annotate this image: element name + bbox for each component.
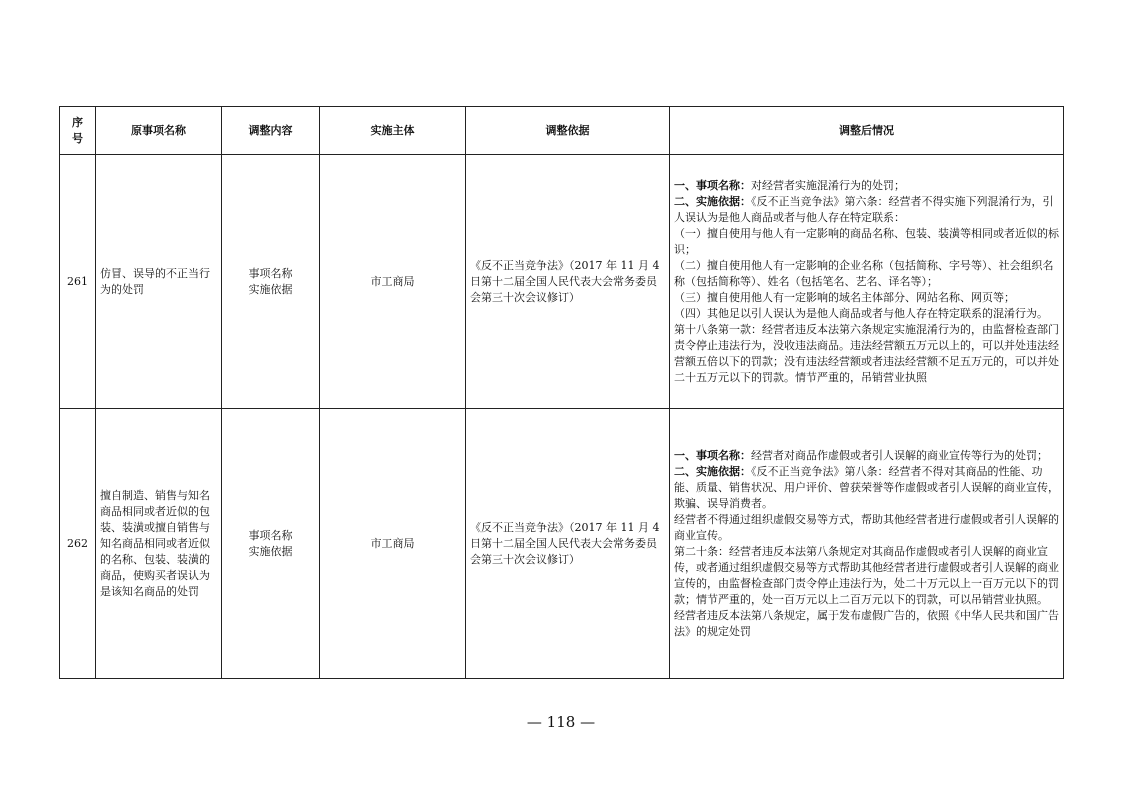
after-paragraph: 经营者不得通过组织虚假交易等方式，帮助其他经营者进行虚假或者引人误解的商业宣传。 — [674, 512, 1059, 542]
header-adjust-content: 调整内容 — [222, 107, 320, 155]
after-label-name: 一、事项名称： — [674, 448, 751, 462]
after-paragraph: （二）擅自使用他人有一定影响的企业名称（包括简称、字号等）、社会组织名称（包括简称等）、姓名（包括笔名、艺名、译名等）； — [674, 258, 1054, 288]
header-basis: 调整依据 — [466, 107, 670, 155]
row-executor: 市工商局 — [320, 155, 466, 409]
row-adjust-content — [222, 155, 320, 409]
after-label-name: 一、事项名称： — [674, 178, 751, 192]
adjust-item-name: 事项名称 — [248, 266, 293, 280]
page-number: — 118 — — [526, 713, 596, 731]
after-item-line — [674, 178, 1059, 194]
table-header-row — [60, 107, 1064, 155]
after-item-line — [674, 448, 1059, 464]
after-paragraph: 第二十条：经营者违反本法第八条规定对其商品作虚假或者引人误解的商业宣传，或者通过组织虚假交易等方式帮助其他经营者进行虚假或者引人误解的商业宣传的，由监督检查部门责令停止违法行为，处二十万元以上一百万元以下的罚款；情节严重的，处一百万元以上二百万元以下的罚款，可以吊销营业执照。 — [674, 544, 1059, 606]
after-paragraph: 第十八条第一款：经营者违反本法第六条规定实施混淆行为的，由监督检查部门责令停止违法行为，没收违法商品。违法经营额五万元以上的，可以并处违法经营额五倍以下的罚款；没有违法经营额或者违法经营额不足五万元的，可以并处二十五万元以下的罚款。情节严重的，吊销营业执照 — [674, 322, 1059, 384]
after-text-name: 经营者对商品作虚假或者引人误解的商业宣传等行为的处罚； — [751, 448, 1048, 462]
row-after — [670, 155, 1064, 409]
header-after: 调整后情况 — [670, 107, 1064, 155]
row-num: 262 — [60, 409, 96, 679]
header-num: 序号 — [60, 107, 96, 155]
row-num: 261 — [60, 155, 96, 409]
after-paragraph: （四）其他足以引人误认为是他人商品或者与他人存在特定联系的混淆行为。 — [674, 306, 1048, 320]
row-basis: 《反不正当竞争法》（2017 年 11 月 4 日第十二届全国人民代表大会常务委员会第三十次会议修订） — [466, 409, 670, 679]
adjust-item-basis: 实施依据 — [248, 544, 293, 558]
after-paragraph: （三）擅自使用他人有一定影响的域名主体部分、网站名称、网页等； — [674, 290, 1015, 304]
row-after — [670, 409, 1064, 679]
header-executor: 实施主体 — [320, 107, 466, 155]
after-label-basis: 二、实施依据： — [674, 464, 751, 478]
row-adjust-content — [222, 409, 320, 679]
header-item-name: 原事项名称 — [96, 107, 222, 155]
after-text-basis: 《反不正当竞争法》第八条：经营者不得对其商品的性能、功能、质量、销售状况、用户评价、曾获荣誉等作虚假或者引人误解的商业宣传，欺骗、误导消费者。 — [674, 464, 1059, 510]
row-item-name: 擅自制造、销售与知名商品相同或者近似的包装、装潢或擅自销售与知名商品相同或者近似的名称、包装、装潢的商品，使购买者误认为是该知名商品的处罚 — [96, 409, 222, 679]
after-paragraph: 经营者违反本法第八条规定，属于发布虚假广告的，依照《中华人民共和国广告法》的规定处罚 — [674, 608, 1059, 638]
adjustment-table — [59, 106, 1064, 679]
after-basis-line — [674, 464, 1059, 512]
after-basis-line — [674, 194, 1059, 226]
after-paragraph: （一）擅自使用与他人有一定影响的商品名称、包装、装潢等相同或者近似的标识； — [674, 226, 1059, 256]
after-text-basis: 《反不正当竞争法》第六条：经营者不得实施下列混淆行为，引人误认为是他人商品或者与他人存在特定联系： — [674, 194, 1054, 224]
row-basis: 《反不正当竞争法》（2017 年 11 月 4 日第十二届全国人民代表大会常务委员会第三十次会议修订） — [466, 155, 670, 409]
table-row — [60, 409, 1064, 679]
after-label-basis: 二、实施依据： — [674, 194, 751, 208]
row-item-name: 仿冒、误导的不正当行为的处罚 — [96, 155, 222, 409]
after-text-name: 对经营者实施混淆行为的处罚； — [751, 178, 905, 192]
row-executor: 市工商局 — [320, 409, 466, 679]
table-row — [60, 155, 1064, 409]
adjust-item-basis: 实施依据 — [248, 282, 293, 296]
adjust-item-name: 事项名称 — [248, 528, 293, 542]
